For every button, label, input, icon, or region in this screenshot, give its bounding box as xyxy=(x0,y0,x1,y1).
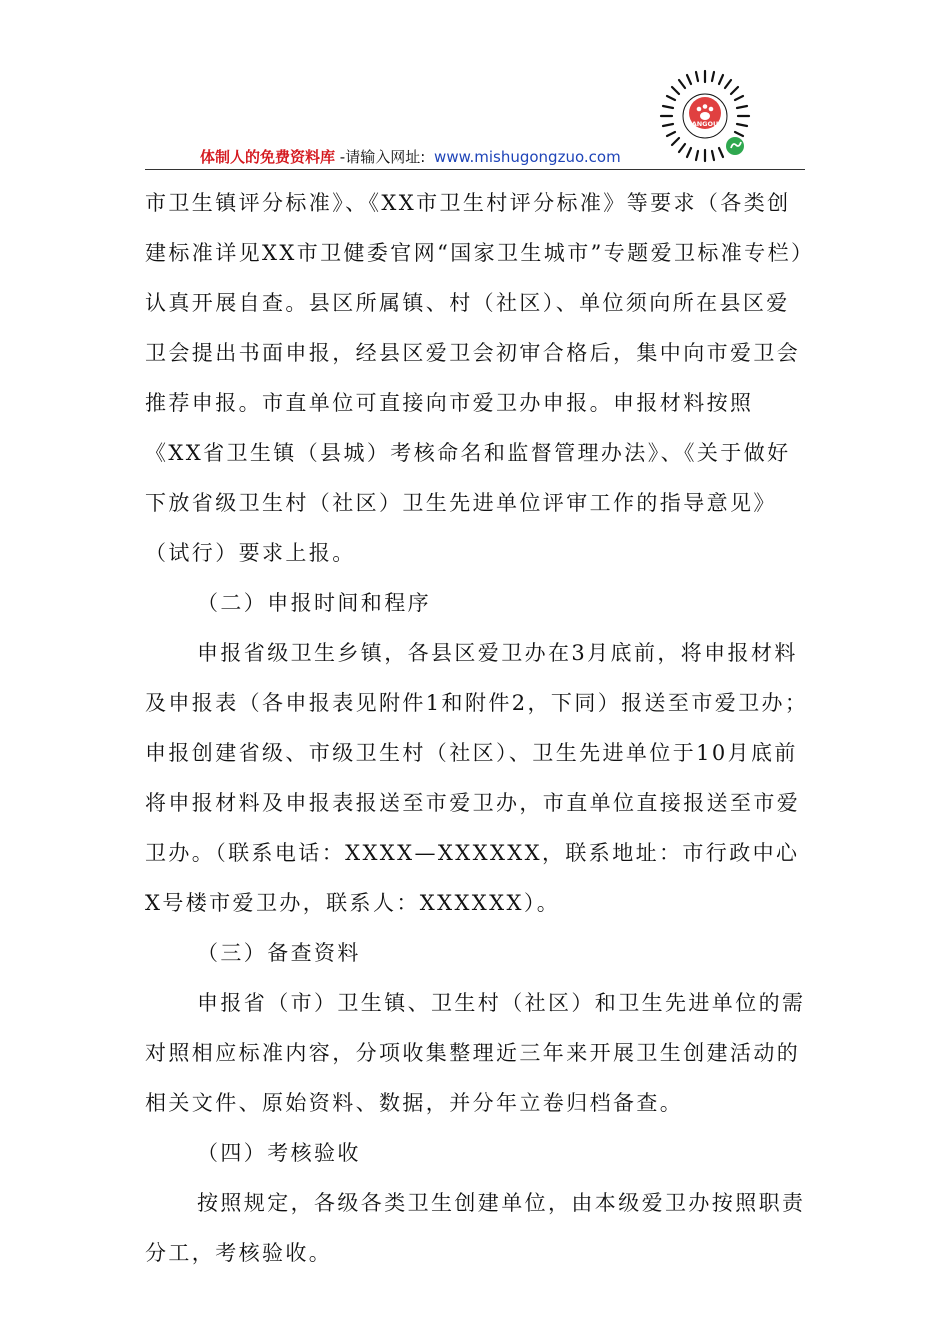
paragraph-self-check: 市卫生镇评分标准》、《XX市卫生村评分标准》等要求（各类创建标准详见XX市卫健委官网“国家卫生城市”专题爱卫标准专栏）认真开展自查。县区所属镇、村（社区）、单位须向所在县区爱卫会提出书面申报，经县区爱卫会初审合格后，集中向市爱卫会推荐申报。市直单位可直接向市爱卫办申报。申报材料按照《XX省卫生镇（县城）考核命名和监督管理办法》、《关于做好下放省级卫生村（社区）卫生先进单位评审工作的指导意见》（试行）要求上报。 xyxy=(145,191,804,565)
section-heading-4: （四）考核验收 xyxy=(197,1141,361,1165)
section-heading-3: （三）备查资料 xyxy=(197,941,361,965)
site-url-link[interactable]: www.mishugongzuo.com xyxy=(434,148,621,166)
paragraph-acceptance: 按照规定，各级各类卫生创建单位，由本级爱卫办按照职责分工，考核验收。 xyxy=(145,1191,806,1265)
url-prompt: -请输入网址: xyxy=(339,148,426,166)
header-divider xyxy=(145,169,805,170)
document-body xyxy=(145,178,810,1278)
brand-text: 体制人的免费资料库 xyxy=(200,148,336,166)
paragraph-schedule: 申报省级卫生乡镇，各县区爱卫办在3月底前，将申报材料及申报表（各申报表见附件1和附件2，下同）报送至市爱卫办；申报创建省级、市级卫生村（社区）、卫生先进单位于10月底前将申报材料及申报表报送至市爱卫办，市直单位直接报送至市爱卫办。（联系电话：XXXX—XXXXXX，联系地址：市行政中心X号楼市爱卫办，联系人：XXXXXX）。 xyxy=(145,641,809,915)
mini-program-icon xyxy=(726,137,744,155)
section-heading-2: （二）申报时间和程序 xyxy=(197,591,431,615)
mini-program-qr-code xyxy=(657,68,753,164)
qr-logo-text: ANGOU xyxy=(691,120,719,128)
header-banner xyxy=(200,146,621,167)
paragraph-materials: 申报省（市）卫生镇、卫生村（社区）和卫生先进单位的需对照相应标准内容，分项收集整理近三年来开展卫生创建活动的相关文件、原始资料、数据，并分年立卷归档备查。 xyxy=(145,991,806,1115)
